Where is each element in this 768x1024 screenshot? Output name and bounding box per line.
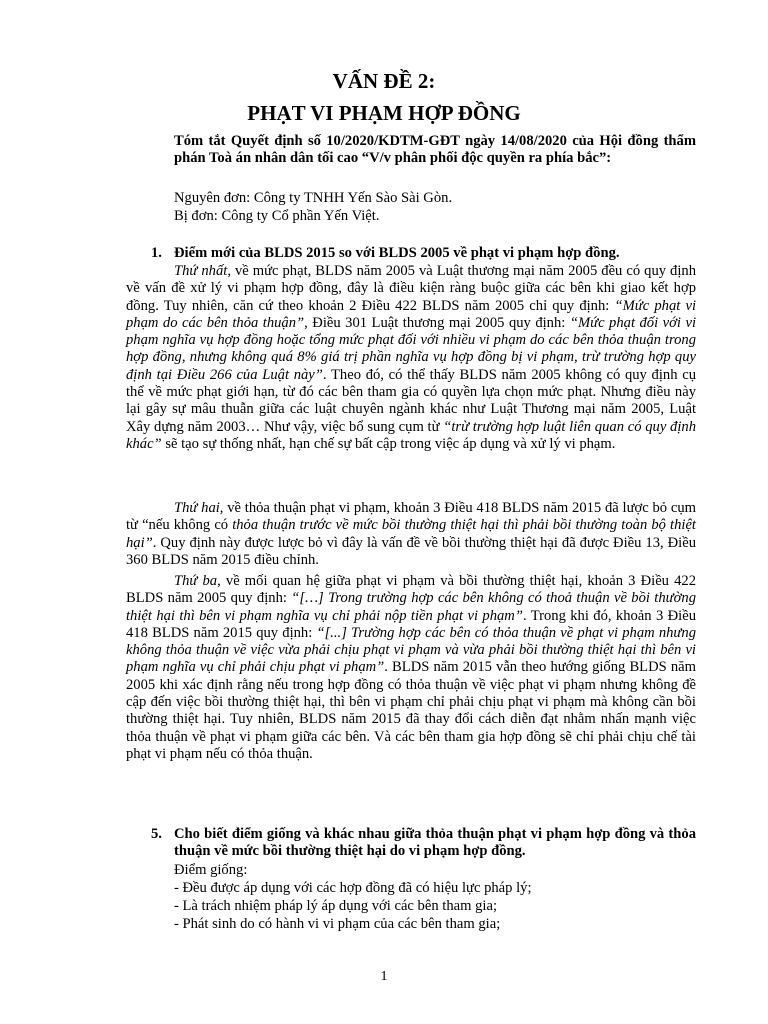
- decision-summary-heading: Tóm tắt Quyết định số 10/2020/KDTM-GĐT ngày 14/08/2020 của Hội đồng thẩm phán Toà án nhân dân tối cao “V/v phân phối độc quyền ra phía bắc”:: [174, 133, 696, 167]
- paragraph-second-point: Thứ hai, về thỏa thuận phạt vi phạm, khoản 3 Điều 418 BLDS năm 2015 đã lược bỏ cụm từ “nếu không có thỏa thuận trước về mức bồi thường thiệt hại thì phải bồi thường toàn bộ thiệt hại”. Quy định này được lược bỏ vì đây là vấn đề về bồi thường thiệt hại đã được Điều 13, Điều 360 BLDS năm 2015 điều chỉnh.: [126, 500, 696, 568]
- paragraph-third-point: Thứ ba, về mối quan hệ giữa phạt vi phạm và bồi thường thiệt hại, khoản 3 Điều 422 BLDS năm 2005 quy định: “[…] Trong trường hợp các bên không có thoả thuận về bồi thường thiệt hại thì bên vi phạm nghĩa vụ chỉ phải nộp tiền phạt vi phạm”. Trong khi đó, khoản 3 Điều 418 BLDS năm 2015 quy định: “[...] Trường hợp các bên có thỏa thuận về phạt vi phạm nhưng không thỏa thuận về việc vừa phải chịu phạt vi phạm và vừa phải bồi thường thiệt hại thì bên vi phạm nghĩa vụ chỉ phải chịu phạt vi phạm”. BLDS năm 2015 vẫn theo hướng giống BLDS năm 2005 khi xác định rằng nếu trong hợp đồng có thỏa thuận về việc phạt vi phạm nhưng không đề cập đến việc bồi thường thiệt hại, thì bên vi phạm chỉ phải chịu phạt vi phạm mà không cần bồi thường thiệt hại. Tuy nhiên, BLDS năm 2015 đã thay đổi cách diễn đạt nhằm nhấn mạnh việc thỏa thuận về phạt vi phạm giữa các bên. Và các bên tham gia hợp đồng sẽ chỉ phải chịu chế tài phạt vi phạm nếu có thỏa thuận.: [126, 573, 697, 762]
- quote-exception: “trừ trường hợp luật liên quan có quy định khác”: [126, 418, 697, 452]
- section-1-number: 1.: [151, 245, 162, 261]
- section-1-heading: [151, 245, 696, 263]
- lead-third: Thứ ba: [174, 573, 218, 589]
- quote-removed-phrase: thỏa thuận trước về mức bồi thường thiệt hại thì phải bồi thường toàn bộ thiệt hại”: [126, 517, 696, 551]
- similarity-item: - Phát sinh do có hành vi vi phạm của các bên tham gia;: [174, 916, 501, 932]
- quote-blds-2005: “Mức phạt vi phạm do các bên thỏa thuận”: [126, 297, 697, 331]
- page-number: 1: [380, 969, 388, 984]
- quote-blds-2005-422: “[…] Trong trường hợp các bên không có thoả thuận về bồi thường thiệt hại thì bên vi phạm nghĩa vụ chỉ phải nộp tiền phạt vi phạm”: [126, 590, 697, 624]
- quote-blds-2015-418: “[...] Trường hợp các bên có thỏa thuận về phạt vi phạm nhưng không thỏa thuận về việc vừa phải chịu phạt vi phạm và vừa phải bồi thường thiệt hại thì bên vi phạm nghĩa vụ chỉ phải chịu phạt vi phạm”: [126, 624, 696, 676]
- similarities-heading: Điểm giống:: [174, 862, 248, 878]
- section-1-title: Điểm mới của BLDS 2015 so với BLDS 2005 về phạt vi phạm hợp đồng.: [174, 245, 620, 261]
- issue-title: VẤN ĐỀ 2:: [332, 69, 436, 93]
- lead-second: Thứ hai: [174, 500, 220, 516]
- similarity-item: - Đều được áp dụng với các hợp đồng đã có hiệu lực pháp lý;: [174, 880, 532, 896]
- quote-commercial-law: “Mức phạt đối với vi phạm nghĩa vụ hợp đồng hoặc tổng mức phạt đối với nhiều vi phạm do các bên thỏa thuận trong hợp đồng, nhưng không quá 8% giá trị phần nghĩa vụ hợp đồng bị vi phạm, trừ trường hợp quy định tại Điều 266 của Luật này”: [126, 314, 696, 383]
- lead-first: Thứ nhất: [174, 263, 228, 279]
- document-title: PHẠT VI PHẠM HỢP ĐỒNG: [247, 101, 521, 125]
- section-5-title: Cho biết điểm giống và khác nhau giữa thỏa thuận phạt vi phạm hợp đồng và thỏa thuận về mức bồi thường thiệt hại do vi phạm hợp đồng.: [174, 826, 696, 860]
- paragraph-first-point: Thứ nhất, về mức phạt, BLDS năm 2005 và Luật thương mại năm 2005 đều có quy định về vấn đề xử lý vi phạm hợp đồng, đây là điều kiện ràng buộc giữa các bên khi giao kết hợp đồng. Tuy nhiên, căn cứ theo khoản 2 Điều 422 BLDS năm 2005 chỉ quy định: “Mức phạt vi phạm do các bên thỏa thuận”, Điều 301 Luật thương mại 2005 quy định: “Mức phạt đối với vi phạm nghĩa vụ hợp đồng hoặc tổng mức phạt đối với nhiều vi phạm do các bên thỏa thuận trong hợp đồng, nhưng không quá 8% giá trị phần nghĩa vụ hợp đồng bị vi phạm, trừ trường hợp quy định tại Điều 266 của Luật này”. Theo đó, có thể thấy BLDS năm 2005 không có quy định cụ thể về mức phạt giới hạn, từ đó các bên tham gia có quyền lựa chọn mức phạt. Nhưng điều này lại gây sự mâu thuẫn giữa các luật chuyên ngành khác như Luật Thương mại năm 2005, Luật Xây dựng năm 2003… Như vậy, việc bổ sung cụm từ “trừ trường hợp luật liên quan có quy định khác” sẽ tạo sự thống nhất, hạn chế sự bất cập trong việc áp dụng và xử lý vi phạm.: [126, 263, 697, 452]
- similarity-item: - Là trách nhiệm pháp lý áp dụng với các bên tham gia;: [174, 898, 497, 914]
- defendant-line: Bị đơn: Công ty Cổ phần Yến Việt.: [174, 208, 380, 224]
- section-5-heading: [151, 826, 696, 862]
- section-5-number: 5.: [151, 826, 162, 842]
- plaintiff-line: Nguyên đơn: Công ty TNHH Yến Sào Sài Gòn.: [174, 190, 453, 206]
